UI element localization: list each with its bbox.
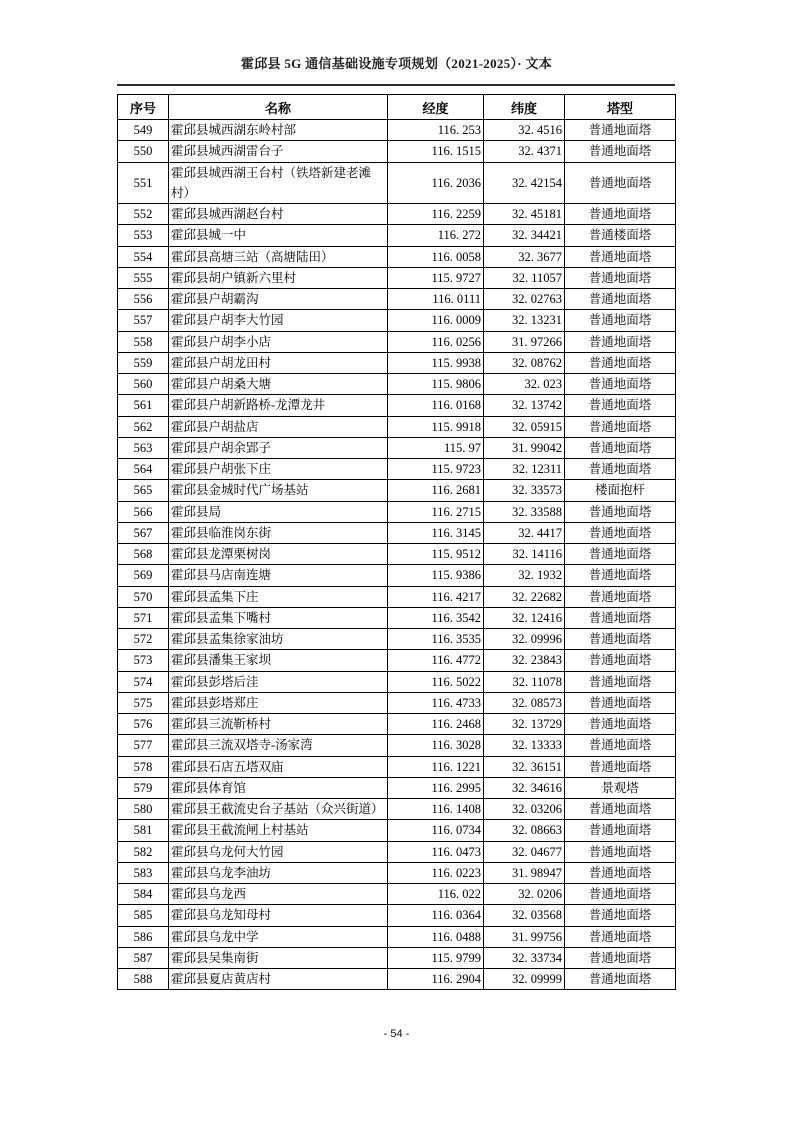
tower-type-cell: 普通地面塔: [565, 692, 676, 713]
site-name-cell: 霍邱县乌龙何大竹园: [169, 841, 388, 862]
latitude-cell: 32. 05915: [484, 416, 565, 437]
latitude-cell: 32. 13729: [484, 714, 565, 735]
tower-type-cell: 普通地面塔: [565, 352, 676, 373]
latitude-cell: 32. 09999: [484, 969, 565, 990]
row-index-cell: 584: [118, 884, 169, 905]
longitude-cell: 116. 3542: [388, 607, 484, 628]
longitude-cell: 116. 022: [388, 884, 484, 905]
latitude-cell: 32. 04677: [484, 841, 565, 862]
site-name-cell: 霍邱县乌龙李油坊: [169, 862, 388, 883]
table-row: [118, 926, 676, 947]
tower-type-cell: 普通地面塔: [565, 395, 676, 416]
tower-type-cell: 楼面抱杆: [565, 480, 676, 501]
table-row: [118, 969, 676, 990]
tower-type-cell: 普通地面塔: [565, 735, 676, 756]
site-name-cell: 霍邱县潘集王家坝: [169, 650, 388, 671]
tower-type-cell: 普通地面塔: [565, 905, 676, 926]
longitude-cell: 116. 3028: [388, 735, 484, 756]
page-number: - 54 -: [383, 1028, 410, 1040]
row-index-cell: 586: [118, 926, 169, 947]
tower-type-cell: 普通地面塔: [565, 586, 676, 607]
latitude-cell: 32. 4371: [484, 141, 565, 162]
table-row: [118, 395, 676, 416]
row-index-cell: 578: [118, 756, 169, 777]
site-name-cell: 霍邱县临淮岗东街: [169, 522, 388, 543]
table-row: [118, 777, 676, 798]
site-name-cell: 霍邱县三流靳桥村: [169, 714, 388, 735]
table-row: [118, 629, 676, 650]
latitude-cell: 32. 13231: [484, 310, 565, 331]
longitude-cell: 116. 5022: [388, 671, 484, 692]
row-index-cell: 566: [118, 501, 169, 522]
latitude-cell: 32. 12311: [484, 459, 565, 480]
longitude-cell: 116. 3145: [388, 522, 484, 543]
table-row: [118, 310, 676, 331]
column-header-latitude: 纬度: [484, 95, 565, 120]
site-name-cell: 霍邱县局: [169, 501, 388, 522]
table-row: [118, 162, 676, 204]
row-index-cell: 567: [118, 522, 169, 543]
site-name-cell: 霍邱县胡户镇新六里村: [169, 267, 388, 288]
site-name-cell: 霍邱县户胡新路桥-龙潭龙井: [169, 395, 388, 416]
table-row: [118, 841, 676, 862]
tower-type-cell: 普通地面塔: [565, 246, 676, 267]
longitude-cell: 115. 9386: [388, 565, 484, 586]
site-name-cell: 霍邱县城一中: [169, 225, 388, 246]
longitude-cell: 116. 1515: [388, 141, 484, 162]
site-name-cell: 霍邱县户胡盐店: [169, 416, 388, 437]
row-index-cell: 576: [118, 714, 169, 735]
table-row: [118, 501, 676, 522]
latitude-cell: 32. 08663: [484, 820, 565, 841]
longitude-cell: 115. 9727: [388, 267, 484, 288]
latitude-cell: 32. 08573: [484, 692, 565, 713]
table-row: [118, 671, 676, 692]
site-name-cell: 霍邱县户胡龙田村: [169, 352, 388, 373]
site-name-cell: 霍邱县王截流史台子基站（众兴街道）: [169, 799, 388, 820]
table-row: [118, 650, 676, 671]
row-index-cell: 551: [118, 162, 169, 204]
table-header-row: [118, 95, 676, 120]
row-index-cell: 562: [118, 416, 169, 437]
table-row: [118, 947, 676, 968]
table-row: [118, 459, 676, 480]
tower-type-cell: 普通地面塔: [565, 756, 676, 777]
latitude-cell: 32. 23843: [484, 650, 565, 671]
longitude-cell: 116. 1408: [388, 799, 484, 820]
latitude-cell: 31. 97266: [484, 331, 565, 352]
longitude-cell: 115. 9918: [388, 416, 484, 437]
site-name-cell: 霍邱县王截流闸上村基站: [169, 820, 388, 841]
row-index-cell: 572: [118, 629, 169, 650]
latitude-cell: 32. 22682: [484, 586, 565, 607]
tower-type-cell: 景观塔: [565, 777, 676, 798]
tower-type-cell: 普通地面塔: [565, 629, 676, 650]
site-name-cell: 霍邱县乌龙西: [169, 884, 388, 905]
row-index-cell: 555: [118, 267, 169, 288]
tower-type-cell: 普通地面塔: [565, 544, 676, 565]
site-name-cell: 霍邱县城西湖王台村（铁塔新建老滩村）: [169, 162, 388, 204]
tower-type-cell: 普通地面塔: [565, 947, 676, 968]
tower-type-cell: 普通地面塔: [565, 141, 676, 162]
latitude-cell: 32. 45181: [484, 204, 565, 225]
latitude-cell: 32. 33734: [484, 947, 565, 968]
row-index-cell: 569: [118, 565, 169, 586]
tower-type-cell: 普通地面塔: [565, 374, 676, 395]
longitude-cell: 116. 0009: [388, 310, 484, 331]
table-row: [118, 204, 676, 225]
tower-type-cell: 普通地面塔: [565, 969, 676, 990]
table-row: [118, 692, 676, 713]
tower-type-cell: 普通地面塔: [565, 267, 676, 288]
longitude-cell: 116. 0058: [388, 246, 484, 267]
row-index-cell: 579: [118, 777, 169, 798]
tower-type-cell: 普通地面塔: [565, 501, 676, 522]
table-row: [118, 352, 676, 373]
table-row: [118, 799, 676, 820]
column-header-tower-type: 塔型: [565, 95, 676, 120]
tower-type-cell: 普通地面塔: [565, 204, 676, 225]
site-name-cell: 霍邱县户胡霸沟: [169, 289, 388, 310]
table-row: [118, 267, 676, 288]
latitude-cell: 32. 4417: [484, 522, 565, 543]
longitude-cell: 116. 2259: [388, 204, 484, 225]
site-name-cell: 霍邱县金城时代广场基站: [169, 480, 388, 501]
table-row: [118, 416, 676, 437]
longitude-cell: 116. 0734: [388, 820, 484, 841]
longitude-cell: 115. 9512: [388, 544, 484, 565]
longitude-cell: 116. 1221: [388, 756, 484, 777]
row-index-cell: 573: [118, 650, 169, 671]
table-row: [118, 289, 676, 310]
row-index-cell: 559: [118, 352, 169, 373]
tower-type-cell: 普通地面塔: [565, 120, 676, 141]
site-name-cell: 霍邱县高塘三站（高塘陆田）: [169, 246, 388, 267]
tower-type-cell: 普通地面塔: [565, 862, 676, 883]
tower-type-cell: 普通地面塔: [565, 607, 676, 628]
longitude-cell: 116. 2036: [388, 162, 484, 204]
longitude-cell: 116. 4772: [388, 650, 484, 671]
row-index-cell: 581: [118, 820, 169, 841]
latitude-cell: 32. 14116: [484, 544, 565, 565]
row-index-cell: 588: [118, 969, 169, 990]
longitude-cell: 116. 0488: [388, 926, 484, 947]
site-name-cell: 霍邱县三流双塔寺-汤家湾: [169, 735, 388, 756]
tower-type-cell: 普通地面塔: [565, 162, 676, 204]
table-row: [118, 714, 676, 735]
row-index-cell: 582: [118, 841, 169, 862]
tower-type-cell: 普通楼面塔: [565, 225, 676, 246]
row-index-cell: 585: [118, 905, 169, 926]
longitude-cell: 116. 0256: [388, 331, 484, 352]
table-row: [118, 586, 676, 607]
table-row: [118, 905, 676, 926]
tower-type-cell: 普通地面塔: [565, 926, 676, 947]
longitude-cell: 115. 9806: [388, 374, 484, 395]
table-row: [118, 246, 676, 267]
longitude-cell: 116. 0223: [388, 862, 484, 883]
document-header-title: 霍邱县 5G 通信基础设施专项规划（2021-2025）· 文本: [240, 56, 553, 71]
table-row: [118, 480, 676, 501]
latitude-cell: 32. 33588: [484, 501, 565, 522]
longitude-cell: 116. 3535: [388, 629, 484, 650]
latitude-cell: 32. 34421: [484, 225, 565, 246]
longitude-cell: 116. 4217: [388, 586, 484, 607]
latitude-cell: 32. 03206: [484, 799, 565, 820]
longitude-cell: 116. 4733: [388, 692, 484, 713]
row-index-cell: 558: [118, 331, 169, 352]
column-header-index: 序号: [118, 95, 169, 120]
tower-type-cell: 普通地面塔: [565, 799, 676, 820]
row-index-cell: 565: [118, 480, 169, 501]
latitude-cell: 32. 11057: [484, 267, 565, 288]
row-index-cell: 561: [118, 395, 169, 416]
latitude-cell: 32. 33573: [484, 480, 565, 501]
row-index-cell: 577: [118, 735, 169, 756]
latitude-cell: 32. 02763: [484, 289, 565, 310]
row-index-cell: 553: [118, 225, 169, 246]
row-index-cell: 552: [118, 204, 169, 225]
table-row: [118, 862, 676, 883]
tower-type-cell: 普通地面塔: [565, 650, 676, 671]
tower-type-cell: 普通地面塔: [565, 522, 676, 543]
longitude-cell: 116. 253: [388, 120, 484, 141]
latitude-cell: 31. 98947: [484, 862, 565, 883]
tower-type-cell: 普通地面塔: [565, 459, 676, 480]
column-header-longitude: 经度: [388, 95, 484, 120]
site-name-cell: 霍邱县户胡李大竹园: [169, 310, 388, 331]
row-index-cell: 580: [118, 799, 169, 820]
column-header-name: 名称: [169, 95, 388, 120]
table-row: [118, 437, 676, 458]
site-name-cell: 霍邱县乌龙中学: [169, 926, 388, 947]
row-index-cell: 587: [118, 947, 169, 968]
longitude-cell: 115. 9938: [388, 352, 484, 373]
site-name-cell: 霍邱县石店五塔双庙: [169, 756, 388, 777]
site-name-cell: 霍邱县城西湖雷台子: [169, 141, 388, 162]
latitude-cell: 32. 3677: [484, 246, 565, 267]
longitude-cell: 116. 2468: [388, 714, 484, 735]
table-row: [118, 735, 676, 756]
site-name-cell: 霍邱县孟集徐家油坊: [169, 629, 388, 650]
table-row: [118, 225, 676, 246]
latitude-cell: 32. 34616: [484, 777, 565, 798]
row-index-cell: 571: [118, 607, 169, 628]
tower-type-cell: 普通地面塔: [565, 841, 676, 862]
site-name-cell: 霍邱县孟集下嘴村: [169, 607, 388, 628]
header-rule-divider: [117, 84, 675, 86]
latitude-cell: 31. 99756: [484, 926, 565, 947]
longitude-cell: 115. 9723: [388, 459, 484, 480]
longitude-cell: 116. 2995: [388, 777, 484, 798]
site-name-cell: 霍邱县户胡李小店: [169, 331, 388, 352]
row-index-cell: 550: [118, 141, 169, 162]
latitude-cell: 31. 99042: [484, 437, 565, 458]
site-name-cell: 霍邱县乌龙知母村: [169, 905, 388, 926]
site-name-cell: 霍邱县户胡张下庄: [169, 459, 388, 480]
latitude-cell: 32. 42154: [484, 162, 565, 204]
tower-type-cell: 普通地面塔: [565, 331, 676, 352]
longitude-cell: 116. 2904: [388, 969, 484, 990]
row-index-cell: 564: [118, 459, 169, 480]
longitude-cell: 116. 0473: [388, 841, 484, 862]
table-row: [118, 565, 676, 586]
latitude-cell: 32. 0206: [484, 884, 565, 905]
tower-type-cell: 普通地面塔: [565, 416, 676, 437]
tower-type-cell: 普通地面塔: [565, 565, 676, 586]
tower-type-cell: 普通地面塔: [565, 289, 676, 310]
table-row: [118, 374, 676, 395]
table-row: [118, 331, 676, 352]
row-index-cell: 583: [118, 862, 169, 883]
site-name-cell: 霍邱县城西湖东岭村部: [169, 120, 388, 141]
latitude-cell: 32. 36151: [484, 756, 565, 777]
tower-type-cell: 普通地面塔: [565, 820, 676, 841]
table-row: [118, 607, 676, 628]
table-row: [118, 820, 676, 841]
longitude-cell: 116. 0364: [388, 905, 484, 926]
tower-type-cell: 普通地面塔: [565, 714, 676, 735]
sites-table: [117, 94, 676, 990]
latitude-cell: 32. 13333: [484, 735, 565, 756]
row-index-cell: 549: [118, 120, 169, 141]
row-index-cell: 563: [118, 437, 169, 458]
tower-type-cell: 普通地面塔: [565, 437, 676, 458]
site-name-cell: 霍邱县孟集下庄: [169, 586, 388, 607]
row-index-cell: 575: [118, 692, 169, 713]
longitude-cell: 116. 0111: [388, 289, 484, 310]
site-name-cell: 霍邱县彭塔后洼: [169, 671, 388, 692]
row-index-cell: 570: [118, 586, 169, 607]
latitude-cell: 32. 4516: [484, 120, 565, 141]
site-name-cell: 霍邱县户胡桑大塘: [169, 374, 388, 395]
longitude-cell: 115. 9799: [388, 947, 484, 968]
tower-type-cell: 普通地面塔: [565, 884, 676, 905]
latitude-cell: 32. 11078: [484, 671, 565, 692]
table-row: [118, 141, 676, 162]
latitude-cell: 32. 023: [484, 374, 565, 395]
latitude-cell: 32. 09996: [484, 629, 565, 650]
row-index-cell: 560: [118, 374, 169, 395]
row-index-cell: 557: [118, 310, 169, 331]
table-body: [118, 120, 676, 990]
row-index-cell: 556: [118, 289, 169, 310]
site-name-cell: 霍邱县龙潭栗树岗: [169, 544, 388, 565]
site-name-cell: 霍邱县马店南连塘: [169, 565, 388, 586]
table-row: [118, 522, 676, 543]
site-name-cell: 霍邱县户胡余郢子: [169, 437, 388, 458]
longitude-cell: 116. 2681: [388, 480, 484, 501]
site-name-cell: 霍邱县城西湖赵台村: [169, 204, 388, 225]
latitude-cell: 32. 12416: [484, 607, 565, 628]
tower-type-cell: 普通地面塔: [565, 671, 676, 692]
longitude-cell: 116. 272: [388, 225, 484, 246]
longitude-cell: 115. 97: [388, 437, 484, 458]
latitude-cell: 32. 08762: [484, 352, 565, 373]
site-name-cell: 霍邱县吴集南街: [169, 947, 388, 968]
site-name-cell: 霍邱县夏店黄店村: [169, 969, 388, 990]
tower-type-cell: 普通地面塔: [565, 310, 676, 331]
longitude-cell: 116. 0168: [388, 395, 484, 416]
site-name-cell: 霍邱县彭塔郑庄: [169, 692, 388, 713]
table-row: [118, 120, 676, 141]
longitude-cell: 116. 2715: [388, 501, 484, 522]
latitude-cell: 32. 1932: [484, 565, 565, 586]
row-index-cell: 568: [118, 544, 169, 565]
row-index-cell: 574: [118, 671, 169, 692]
table-row: [118, 756, 676, 777]
latitude-cell: 32. 13742: [484, 395, 565, 416]
table-row: [118, 884, 676, 905]
site-name-cell: 霍邱县体育馆: [169, 777, 388, 798]
row-index-cell: 554: [118, 246, 169, 267]
latitude-cell: 32. 03568: [484, 905, 565, 926]
table-row: [118, 544, 676, 565]
